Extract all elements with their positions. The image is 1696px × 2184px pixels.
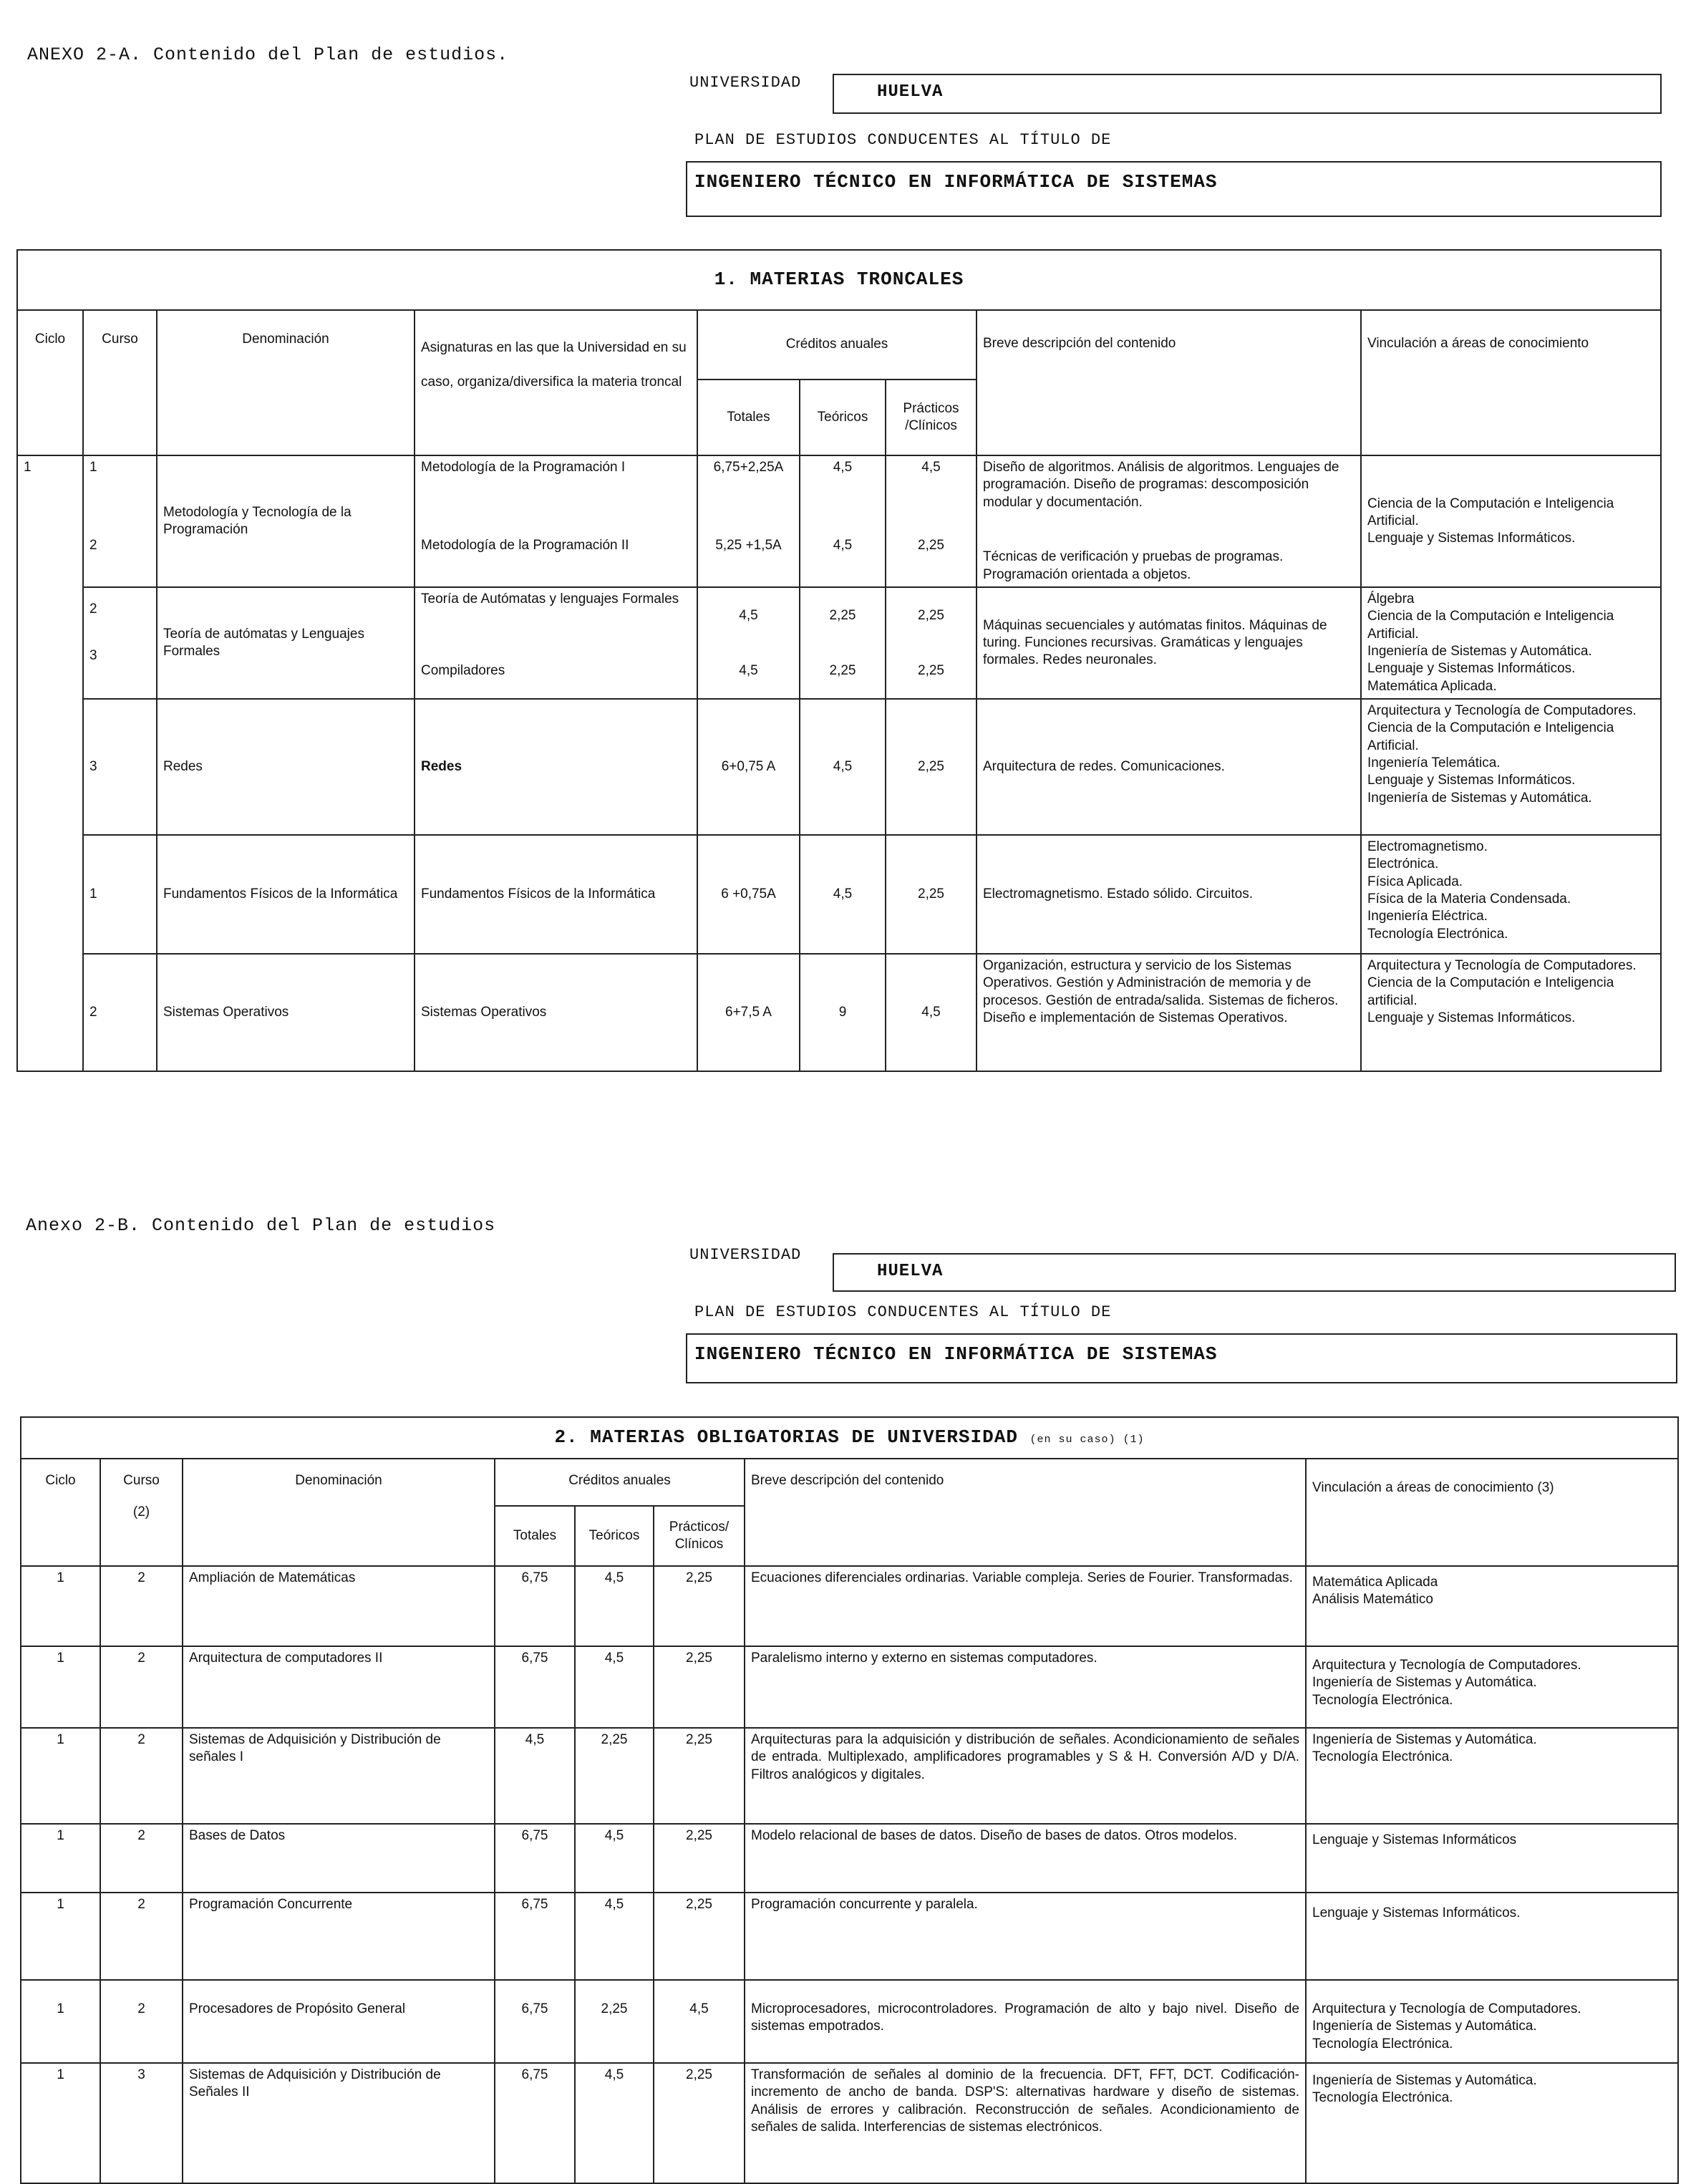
annex-b-university-field: HUELVA (833, 1253, 1676, 1292)
ciclo-cell: 1 (21, 1566, 100, 1646)
annex-a-degree-title: INGENIERO TÉCNICO EN INFORMÁTICA DE SISTEMAS (686, 161, 1662, 217)
obligatorias-table (20, 1416, 1679, 2184)
annex-a-title: ANEXO 2-A. Contenido del Plan de estudios. (27, 44, 509, 65)
header-creditos: Créditos anuales (697, 310, 977, 380)
practicos-cell: 2,25 (654, 1646, 745, 1728)
vinculacion-cell: Arquitectura y Tecnología de Computadores. Ciencia de la Computación e Inteligencia artificial. Lenguaje y Sistemas Informáticos. (1361, 954, 1661, 1071)
curso-cell: 2 (100, 1646, 183, 1728)
descripcion-cell: Organización, estructura y servicio de los Sistemas Operativos. Gestión y Administración de memoria y de procesos. Gestión de entrada/salida. Sistemas de ficheros. Diseño e implementación de Sistemas Operativos. (977, 954, 1361, 1071)
annex-b-title: Anexo 2-B. Contenido del Plan de estudios (26, 1215, 496, 1236)
curso-cell: 1 (83, 455, 157, 534)
teoricos-cell: 4,5 (575, 1893, 654, 1980)
totales-cell: 6,75 (495, 1646, 575, 1728)
ciclo-cell: 1 (21, 1728, 100, 1824)
teoricos-cell: 4,5 (575, 1566, 654, 1646)
practicos-cell: 2,25 (654, 2063, 745, 2183)
descripcion-cell: Técnicas de verificación y pruebas de programas. Programación orientada a objetos. (977, 534, 1361, 587)
denominacion-cell: Procesadores de Propósito General (183, 1980, 495, 2063)
descripcion-cell: Modelo relacional de bases de datos. Diseño de bases de datos. Otros modelos. (745, 1824, 1306, 1893)
denominacion-cell: Arquitectura de computadores II (183, 1646, 495, 1728)
curso-cell: 3 (83, 644, 157, 699)
asignatura-cell: Compiladores (415, 644, 697, 699)
denominacion-cell: Sistemas de Adquisición y Distribución de Señales II (183, 2063, 495, 2183)
header-vinculacion: Vinculación a áreas de conocimiento (3) (1306, 1459, 1678, 1566)
obligatorias-section-title-text: 2. MATERIAS OBLIGATORIAS DE UNIVERSIDAD (554, 1426, 1018, 1449)
curso-cell: 1 (83, 835, 157, 954)
table-row (21, 1980, 1678, 2063)
header-curso (100, 1459, 183, 1566)
table-row (21, 1566, 1678, 1646)
asignatura-cell: Metodología de la Programación II (415, 534, 697, 587)
totales-cell: 6,75 (495, 2063, 575, 2183)
teoricos-cell: 4,5 (575, 1824, 654, 1893)
totales-cell: 6,75+2,25A (697, 455, 800, 534)
teoricos-cell: 2,25 (800, 587, 886, 644)
descripcion-cell: Electromagnetismo. Estado sólido. Circuitos. (977, 835, 1361, 954)
curso-cell: 3 (100, 2063, 183, 2183)
vinculacion-cell: Ingeniería de Sistemas y Automática. Tecnología Electrónica. (1306, 2063, 1678, 2183)
denominacion-cell: Sistemas de Adquisición y Distribución de señales I (183, 1728, 495, 1824)
practicos-cell: 2,25 (654, 1566, 745, 1646)
descripcion-cell: Ecuaciones diferenciales ordinarias. Variable compleja. Series de Fourier. Transformadas. (745, 1566, 1306, 1646)
practicos-cell: 2,25 (654, 1728, 745, 1824)
curso-cell: 2 (100, 1980, 183, 2063)
vinculacion-cell: Electromagnetismo. Electrónica. Física Aplicada. Física de la Materia Condensada. Ingeniería Eléctrica. Tecnología Electrónica. (1361, 835, 1661, 954)
teoricos-cell: 4,5 (575, 2063, 654, 2183)
totales-cell: 6+7,5 A (697, 954, 800, 1071)
totales-cell: 6,75 (495, 1980, 575, 2063)
header-ciclo: Ciclo (17, 310, 83, 455)
curso-cell: 2 (100, 1893, 183, 1980)
descripcion-cell: Máquinas secuenciales y autómatas finitos. Máquinas de turing. Funciones recursivas. Gramáticas y lenguajes formales. Redes neuronales. (977, 587, 1361, 699)
header-descripcion: Breve descripción del contenido (745, 1459, 1306, 1566)
header-totales: Totales (495, 1506, 575, 1566)
curso-cell: 2 (100, 1566, 183, 1646)
header-ciclo: Ciclo (21, 1459, 100, 1566)
teoricos-cell: 4,5 (800, 455, 886, 534)
asignatura-cell: Redes (415, 699, 697, 835)
table-row (21, 1824, 1678, 1893)
descripcion-cell: Microprocesadores, microcontroladores. Programación de alto y bajo nivel. Diseño de sistemas empotrados. (745, 1980, 1306, 2063)
curso-cell: 2 (100, 1824, 183, 1893)
practicos-cell: 2,25 (654, 1824, 745, 1893)
denominacion-cell: Fundamentos Físicos de la Informática (157, 835, 415, 954)
ciclo-cell: 1 (21, 2063, 100, 2183)
practicos-cell: 4,5 (654, 1980, 745, 2063)
vinculacion-cell: Matemática Aplicada Análisis Matemático (1306, 1566, 1678, 1646)
teoricos-cell: 2,25 (575, 1980, 654, 2063)
header-teoricos: Teóricos (800, 380, 886, 455)
ciclo-cell: 1 (21, 1893, 100, 1980)
ciclo-cell: 1 (21, 1980, 100, 2063)
denominacion-cell: Redes (157, 699, 415, 835)
descripcion-cell: Arquitectura de redes. Comunicaciones. (977, 699, 1361, 835)
totales-cell: 4,5 (495, 1728, 575, 1824)
troncales-table (16, 249, 1662, 1072)
vinculacion-cell: Arquitectura y Tecnología de Computadores. Ingeniería de Sistemas y Automática. Tecnología Electrónica. (1306, 1980, 1678, 2063)
curso-cell: 2 (83, 534, 157, 587)
totales-cell: 6,75 (495, 1893, 575, 1980)
annex-a-university-label: UNIVERSIDAD (689, 74, 802, 92)
header-denominacion: Denominación (183, 1459, 495, 1566)
header-practicos: Prácticos /Clínicos (886, 380, 977, 455)
vinculacion-cell: Ingeniería de Sistemas y Automática. Tecnología Electrónica. (1306, 1728, 1678, 1824)
header-curso-label: Curso (123, 1473, 160, 1488)
totales-cell: 6+0,75 A (697, 699, 800, 835)
totales-cell: 6,75 (495, 1824, 575, 1893)
denominacion-cell: Sistemas Operativos (157, 954, 415, 1071)
descripcion-cell: Paralelismo interno y externo en sistemas computadores. (745, 1646, 1306, 1728)
asignatura-cell: Teoría de Autómatas y lenguajes Formales (415, 587, 697, 644)
header-asignaturas: Asignaturas en las que la Universidad en su caso, organiza/diversifica la materia troncal (415, 310, 697, 455)
annex-a-university-field: HUELVA (833, 74, 1662, 114)
totales-cell: 4,5 (697, 644, 800, 699)
vinculacion-cell: Arquitectura y Tecnología de Computadores. Ingeniería de Sistemas y Automática. Tecnología Electrónica. (1306, 1646, 1678, 1728)
totales-cell: 6 +0,75A (697, 835, 800, 954)
practicos-cell: 2,25 (886, 534, 977, 587)
ciclo-cell: 1 (21, 1646, 100, 1728)
asignatura-cell: Sistemas Operativos (415, 954, 697, 1071)
header-teoricos: Teóricos (575, 1506, 654, 1566)
denominacion-cell: Ampliación de Matemáticas (183, 1566, 495, 1646)
annex-b-university-label: UNIVERSIDAD (689, 1246, 802, 1264)
header-practicos: Prácticos/ Clínicos (654, 1506, 745, 1566)
denominacion-cell: Teoría de autómatas y Lenguajes Formales (157, 587, 415, 699)
vinculacion-cell: Arquitectura y Tecnología de Computadores. Ciencia de la Computación e Inteligencia Artificial. Ingeniería Telemática. Lenguaje y Sistemas Informáticos. Ingeniería de Sistemas y Automática. (1361, 699, 1661, 835)
teoricos-cell: 4,5 (800, 534, 886, 587)
teoricos-cell: 4,5 (575, 1646, 654, 1728)
table-row (21, 1646, 1678, 1728)
curso-cell: 3 (83, 699, 157, 835)
totales-cell: 5,25 +1,5A (697, 534, 800, 587)
totales-cell: 4,5 (697, 587, 800, 644)
descripcion-cell: Diseño de algoritmos. Análisis de algoritmos. Lenguajes de programación. Diseño de programas: descomposición modular y documentación. (977, 455, 1361, 534)
header-vinculacion: Vinculación a áreas de conocimiento (1361, 310, 1661, 455)
practicos-cell: 4,5 (886, 954, 977, 1071)
obligatorias-section-note: (en su caso) (1) (1029, 1434, 1145, 1446)
troncales-section-title: 1. MATERIAS TRONCALES (17, 250, 1661, 310)
asignatura-cell: Fundamentos Físicos de la Informática (415, 835, 697, 954)
denominacion-cell: Bases de Datos (183, 1824, 495, 1893)
practicos-cell: 2,25 (654, 1893, 745, 1980)
header-curso: Curso (83, 310, 157, 455)
vinculacion-cell: Ciencia de la Computación e Inteligencia Artificial. Lenguaje y Sistemas Informáticos. (1361, 455, 1661, 587)
vinculacion-cell: Lenguaje y Sistemas Informáticos. (1306, 1893, 1678, 1980)
denominacion-cell: Metodología y Tecnología de la Programación (157, 455, 415, 587)
curso-cell: 2 (100, 1728, 183, 1824)
annex-b-plan-label: PLAN DE ESTUDIOS CONDUCENTES AL TÍTULO DE (694, 1303, 1112, 1321)
teoricos-cell: 4,5 (800, 835, 886, 954)
obligatorias-section-title (21, 1417, 1678, 1459)
ciclo-value: 1 (17, 455, 83, 1071)
descripcion-cell: Arquitecturas para la adquisición y distribución de señales. Acondicionamiento de señales de entrada. Multiplexado, amplificadores programables y S & H. Conversión A/D y D/A. Filtros analógicos y digitales. (745, 1728, 1306, 1824)
vinculacion-cell: Lenguaje y Sistemas Informáticos (1306, 1824, 1678, 1893)
table-row (21, 1893, 1678, 1980)
descripcion-cell: Transformación de señales al dominio de la frecuencia. DFT, FFT, DCT. Codificación-incremento de ancho de banda. DSP'S: alternativas hardware y diseño de sistemas. Análisis de errores y calibración. Reconstrucción de señales. Acondicionamiento de señales de salida. Interferencias de sistemas electrónicos. (745, 2063, 1306, 2183)
practicos-cell: 2,25 (886, 835, 977, 954)
teoricos-cell: 2,25 (575, 1728, 654, 1824)
curso-cell: 2 (83, 954, 157, 1071)
asignatura-cell: Metodología de la Programación I (415, 455, 697, 534)
header-descripcion: Breve descripción del contenido (977, 310, 1361, 455)
totales-cell: 6,75 (495, 1566, 575, 1646)
header-curso-note: (2) (132, 1504, 150, 1520)
teoricos-cell: 4,5 (800, 699, 886, 835)
header-totales: Totales (697, 380, 800, 455)
practicos-cell: 4,5 (886, 455, 977, 534)
vinculacion-cell: Álgebra Ciencia de la Computación e Inteligencia Artificial. Ingeniería de Sistemas y Automática. Lenguaje y Sistemas Informáticos. Matemática Aplicada. (1361, 587, 1661, 699)
annex-b-degree-title: INGENIERO TÉCNICO EN INFORMÁTICA DE SISTEMAS (686, 1333, 1677, 1383)
table-row (21, 2063, 1678, 2183)
teoricos-cell: 2,25 (800, 644, 886, 699)
annex-a-plan-label: PLAN DE ESTUDIOS CONDUCENTES AL TÍTULO DE (694, 131, 1112, 149)
table-row (21, 1728, 1678, 1824)
practicos-cell: 2,25 (886, 644, 977, 699)
curso-cell: 2 (83, 587, 157, 644)
ciclo-cell: 1 (21, 1824, 100, 1893)
descripcion-cell: Programación concurrente y paralela. (745, 1893, 1306, 1980)
teoricos-cell: 9 (800, 954, 886, 1071)
practicos-cell: 2,25 (886, 699, 977, 835)
practicos-cell: 2,25 (886, 587, 977, 644)
header-denominacion: Denominación (157, 310, 415, 455)
header-creditos: Créditos anuales (495, 1459, 745, 1506)
denominacion-cell: Programación Concurrente (183, 1893, 495, 1980)
